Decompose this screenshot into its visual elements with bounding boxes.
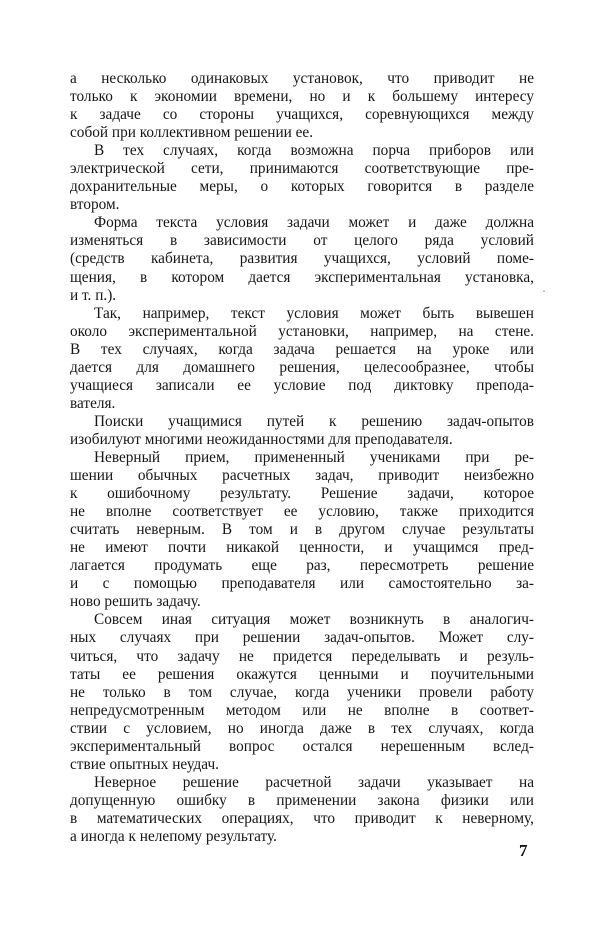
paragraph — [70, 413, 534, 449]
paragraph — [70, 305, 534, 413]
text-line: и т. п.). — [70, 286, 117, 304]
page-number: 7 — [519, 841, 528, 860]
paragraph — [70, 449, 534, 611]
text-line: около экспериментальной установки, например, на стене. — [70, 322, 534, 340]
text-line: а иногда к нелепому результату. — [70, 827, 277, 845]
text-line: Совсем иная ситуация может возникнуть в аналогич- — [94, 611, 534, 629]
text-line: Так, например, текст условия может быть вывешен — [94, 304, 534, 322]
text-line: дается для домашнего решения, целесообразнее, чтобы — [70, 358, 534, 376]
text-line: а несколько одинаковых установок, что приводит не — [70, 70, 534, 87]
text-line: электрической сети, принимаются соответствующие пре- — [70, 160, 534, 178]
text-line: щения, в котором дается экспериментальная установка, — [70, 268, 534, 286]
text-line: вателя. — [70, 394, 116, 412]
text-line: В тех случаях, когда возможна порча приборов или — [94, 142, 534, 160]
paragraph — [70, 611, 534, 773]
text-line: Неверный прием, примененный учениками при ре- — [94, 448, 534, 466]
text-line: экспериментальный вопрос остался нерешенным вслед- — [70, 737, 534, 755]
text-line: Неверное решение расчетной задачи указывает на — [94, 773, 534, 791]
text-line: не вполне соответствует ее условию, также приходится — [70, 503, 534, 521]
text-line: дохранительные меры, о которых говорится в разделе — [70, 178, 534, 196]
text-line: (средств кабинета, развития учащихся, условий поме- — [70, 250, 534, 268]
text-line: собой при коллективном решении ее. — [70, 124, 314, 142]
text-line: читься, что задачу не придется переделывать и резуль- — [70, 647, 534, 665]
text-line: допущенную ошибку в применении закона физики или — [70, 791, 534, 809]
text-line: непредусмотренным методом или не вполне в соответ- — [70, 701, 534, 719]
text-line: не только в том случае, когда ученики провели работу — [70, 683, 534, 701]
margin-mark: · — [542, 284, 546, 298]
text-line: В тех случаях, когда задача решается на уроке или — [70, 340, 534, 358]
text-line: шении обычных расчетных задач, приводит неизбежно — [70, 467, 534, 485]
paragraph — [70, 774, 534, 846]
text-line: Поиски учащимися путей к решению задач-опытов — [94, 412, 534, 430]
paragraph — [70, 70, 534, 142]
text-line: только к экономии времени, но и к большему интересу — [70, 88, 534, 106]
text-line: Форма текста условия задачи может и даже должна — [94, 214, 534, 232]
text-line: втором. — [70, 196, 120, 214]
paragraph — [70, 214, 534, 304]
text-line: изменяться в зависимости от целого ряда условий — [70, 232, 534, 250]
text-line: учащиеся записали ее условие под диктовку препода- — [70, 376, 534, 394]
text-line: лагается продумать еще раз, пересмотреть решение — [70, 557, 534, 575]
body-text — [70, 70, 534, 846]
text-line: не имеют почти никакой ценности, и учащимся пред- — [70, 539, 534, 557]
text-line: считать неверным. В том и в другом случае результаты — [70, 521, 534, 539]
text-line: к задаче со стороны учащихся, соревнующихся между — [70, 106, 534, 124]
text-line: к ошибочному результату. Решение задачи, которое — [70, 485, 534, 503]
text-line: ствии с условием, но иногда даже в тех случаях, когда — [70, 719, 534, 737]
paragraph — [70, 142, 534, 214]
text-line: в математических операциях, что приводит к неверному, — [70, 809, 534, 827]
text-line: таты ее решения окажутся ценными и поучительными — [70, 665, 534, 683]
text-line: изобилуют многими неожиданностями для преподавателя. — [70, 430, 453, 448]
text-line: ствие опытных неудач. — [70, 755, 219, 773]
text-line: ново решить задачу. — [70, 593, 201, 611]
text-line: и с помощью преподавателя или самостоятельно за- — [70, 575, 534, 593]
text-line: ных случаях при решении задач-опытов. Может слу- — [70, 629, 534, 647]
